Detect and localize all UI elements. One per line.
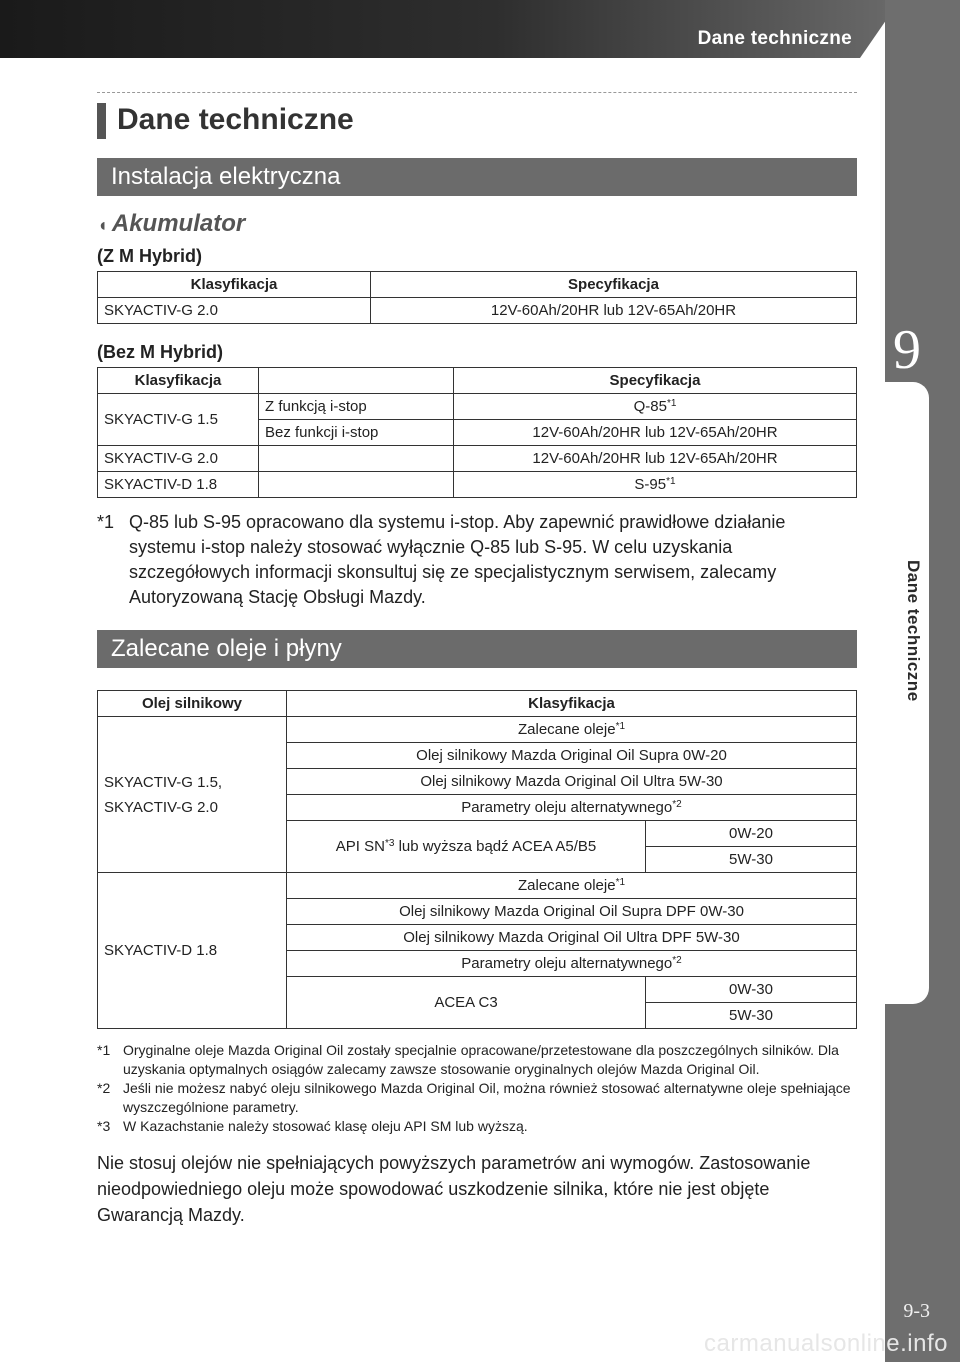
cell-standard: ACEA C3	[287, 977, 646, 1029]
cell-alt	[287, 951, 857, 977]
title-accent-bar	[97, 103, 106, 139]
cell-alt	[287, 795, 857, 821]
battery-table-m-hybrid	[97, 271, 857, 324]
footnote-mark: *1	[97, 1042, 111, 1058]
cell-viscosity: 5W-30	[646, 847, 857, 873]
cell-viscosity: 0W-30	[646, 977, 857, 1003]
footnote-text: W Kazachstanie należy stosować klasę oleju API SM lub wyższą.	[123, 1118, 528, 1134]
triangle-marker-icon: ◖	[97, 215, 108, 235]
cell-text: Parametry oleju alternatywnego	[461, 955, 673, 972]
cell-text: Zalecane oleje	[517, 877, 616, 894]
cell-spec: 12V-60Ah/20HR lub 12V-65Ah/20HR	[454, 420, 857, 446]
table-header-row	[98, 272, 857, 298]
banner-title: Dane techniczne	[697, 28, 852, 49]
closing-paragraph: Nie stosuj olejów nie spełniających powyższych parametrów ani wymogów. Zastosowanie nieodpowiedniego oleju może spowodować uszkodzenie silnika, które nie jest objęte Gwarancją Mazdy.	[97, 1153, 811, 1225]
footnote-text: Jeśli nie możesz nabyć oleju silnikowego Mazda Original Oil, można również stosować alternatywne oleje spełniające wyszczególnione parametry.	[123, 1080, 851, 1115]
spec-text: S-95	[634, 476, 667, 493]
cell-spec	[454, 472, 857, 498]
footnote-mark: *3	[384, 838, 395, 849]
group-label-m-hybrid: (Z M Hybrid)	[97, 246, 202, 266]
cell-text: API SN	[335, 838, 385, 855]
cell-standard	[287, 821, 646, 873]
table-row	[98, 873, 857, 899]
footnote-mark: *1	[666, 476, 676, 487]
cell-viscosity: 5W-30	[646, 1003, 857, 1029]
cell-engine: SKYACTIV-G 2.0	[98, 298, 371, 324]
chapter-number: 9	[893, 319, 921, 381]
table-header-row	[98, 368, 857, 394]
cell-oil: Olej silnikowy Mazda Original Oil Ultra DPF 5W-30	[287, 925, 857, 951]
footnote-mark: *1	[666, 398, 677, 409]
battery-footnote	[97, 510, 857, 610]
subsection-battery	[97, 210, 857, 238]
col-header: Klasyfikacja	[98, 272, 371, 298]
footnote-text: Oryginalne oleje Mazda Original Oil zostały specjalnie opracowane/przetestowane dla poszczególnych silników. Dla uzyskania optymalnych osiągów zalecamy zawsze stosowanie oryginalnych olejów Mazda Original Oil.	[123, 1042, 839, 1077]
footnote-item	[97, 1041, 857, 1079]
table-header-row	[98, 691, 857, 717]
cell-istop: Bez funkcji i-stop	[259, 420, 454, 446]
watermark: carmanualsonline.info	[704, 1330, 948, 1357]
cell-spec	[454, 394, 857, 420]
cell-oil: Olej silnikowy Mazda Original Oil Supra 0W-20	[287, 743, 857, 769]
cell-istop: Z funkcją i-stop	[259, 394, 454, 420]
cell-engine: SKYACTIV-G 2.0	[98, 446, 259, 472]
col-header: Specyfikacja	[454, 368, 857, 394]
cell-spec: 12V-60Ah/20HR lub 12V-65Ah/20HR	[371, 298, 857, 324]
oil-footnotes	[97, 1041, 857, 1136]
page-title-block	[97, 92, 857, 143]
cell-oil: Olej silnikowy Mazda Original Oil Ultra 5W-30	[287, 769, 857, 795]
cell-recommended	[287, 717, 857, 743]
footnote-mark: *3	[97, 1118, 111, 1134]
chapter-tab-label: Dane techniczne	[904, 560, 923, 702]
cell-recommended	[287, 873, 857, 899]
oil-table	[97, 690, 857, 1029]
table-row	[98, 472, 857, 498]
footnote-mark: *1	[615, 877, 626, 888]
cell-viscosity: 0W-20	[646, 821, 857, 847]
table-row	[98, 298, 857, 324]
cell-spec: 12V-60Ah/20HR lub 12V-65Ah/20HR	[454, 446, 857, 472]
section-title-electrical: Instalacja elektryczna	[97, 158, 857, 196]
col-header: Olej silnikowy	[98, 691, 287, 717]
spec-text: Q-85	[633, 398, 667, 415]
cell-engine: SKYACTIV-D 1.8	[98, 472, 259, 498]
col-header: Specyfikacja	[371, 272, 857, 298]
page-title: Dane techniczne	[117, 103, 354, 136]
footnote-mark: *1	[615, 721, 626, 732]
col-header	[259, 368, 454, 394]
table-row	[98, 717, 857, 743]
cell-engine: SKYACTIV-G 1.5, SKYACTIV-G 2.0	[98, 717, 287, 873]
footnote-mark: *2	[672, 799, 682, 810]
footnote-item	[97, 1079, 857, 1117]
cell-text: Parametry oleju alternatywnego	[461, 799, 673, 816]
col-header: Klasyfikacja	[287, 691, 857, 717]
subsection-title: Akumulator	[111, 210, 246, 237]
footnote-text: Q-85 lub S-95 opracowano dla systemu i-stop. Aby zapewnić prawidłowe działanie systemu i-stop należy stosować wyłącznie Q-85 lub S-95. W celu uzyskania szczegółowych informacji skonsultuj się ze specjalistycznym serwisem, zalecamy Autoryzowaną Stację Obsługi Mazdy.	[129, 512, 786, 607]
cell-text: Zalecane oleje	[517, 721, 616, 738]
cell-empty	[259, 472, 454, 498]
col-header: Klasyfikacja	[98, 368, 259, 394]
footnote-mark: *1	[97, 512, 115, 532]
table-row	[98, 394, 857, 420]
section-title-oils: Zalecane oleje i płyny	[97, 630, 857, 668]
table-row	[98, 446, 857, 472]
battery-table-no-m-hybrid	[97, 367, 857, 498]
page-content	[97, 92, 857, 1228]
footnote-mark: *2	[97, 1080, 111, 1096]
cell-engine: SKYACTIV-D 1.8	[98, 873, 287, 1029]
cell-text: lub wyższa bądź ACEA A5/B5	[394, 838, 597, 855]
footnote-mark: *2	[672, 955, 682, 966]
cell-oil: Olej silnikowy Mazda Original Oil Supra DPF 0W-30	[287, 899, 857, 925]
cell-engine: SKYACTIV-G 1.5	[98, 394, 259, 446]
page-number: 9-3	[903, 1300, 930, 1322]
cell-empty	[259, 446, 454, 472]
group-label-no-m-hybrid: (Bez M Hybrid)	[97, 342, 223, 362]
footnote-item	[97, 1117, 857, 1136]
